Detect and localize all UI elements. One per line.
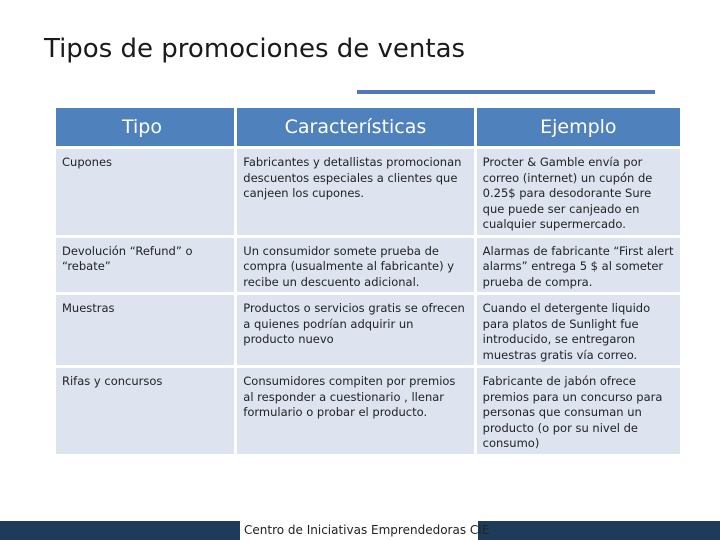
cell-ejemplo: Procter & Gamble envía por correo (internet) un cupón de 0.25$ para desodorante Sure que puede ser canjeado en cualquier supermercado. xyxy=(477,149,680,235)
table-row xyxy=(56,238,680,293)
page-title: Tipos de promociones de ventas xyxy=(44,34,466,64)
table-row xyxy=(56,149,680,235)
table-row xyxy=(56,295,680,365)
promotions-table xyxy=(53,105,683,457)
footer-text: Centro de Iniciativas Emprendedoras CIE xyxy=(244,523,490,537)
cell-ejemplo: Fabricante de jabón ofrece premios para un concurso para personas que consuman un producto (o por su nivel de consumo) xyxy=(477,368,680,454)
cell-caracteristicas: Un consumidor somete prueba de compra (usualmente al fabricante) y recibe un descuento adicional. xyxy=(237,238,473,293)
cell-caracteristicas: Consumidores compiten por premios al responder a cuestionario , llenar formulario o probar el producto. xyxy=(237,368,473,454)
table-header-row xyxy=(56,108,680,146)
title-underline xyxy=(357,90,655,94)
cell-ejemplo: Cuando el detergente liquido para platos de Sunlight fue introducido, se entregaron muestras gratis vía correo. xyxy=(477,295,680,365)
column-header-caracteristicas: Características xyxy=(237,108,473,146)
table-row xyxy=(56,368,680,454)
cell-caracteristicas: Fabricantes y detallistas promocionan descuentos especiales a clientes que canjeen los cupones. xyxy=(237,149,473,235)
cell-tipo: Rifas y concursos xyxy=(56,368,234,454)
cell-tipo: Muestras xyxy=(56,295,234,365)
cell-ejemplo: Alarmas de fabricante “First alert alarms” entrega 5 $ al someter prueba de compra. xyxy=(477,238,680,293)
cell-tipo: Devolución “Refund” o “rebate” xyxy=(56,238,234,293)
column-header-ejemplo: Ejemplo xyxy=(477,108,680,146)
column-header-tipo: Tipo xyxy=(56,108,234,146)
cell-tipo: Cupones xyxy=(56,149,234,235)
cell-caracteristicas: Productos o servicios gratis se ofrecen a quienes podrían adquirir un producto nuevo xyxy=(237,295,473,365)
